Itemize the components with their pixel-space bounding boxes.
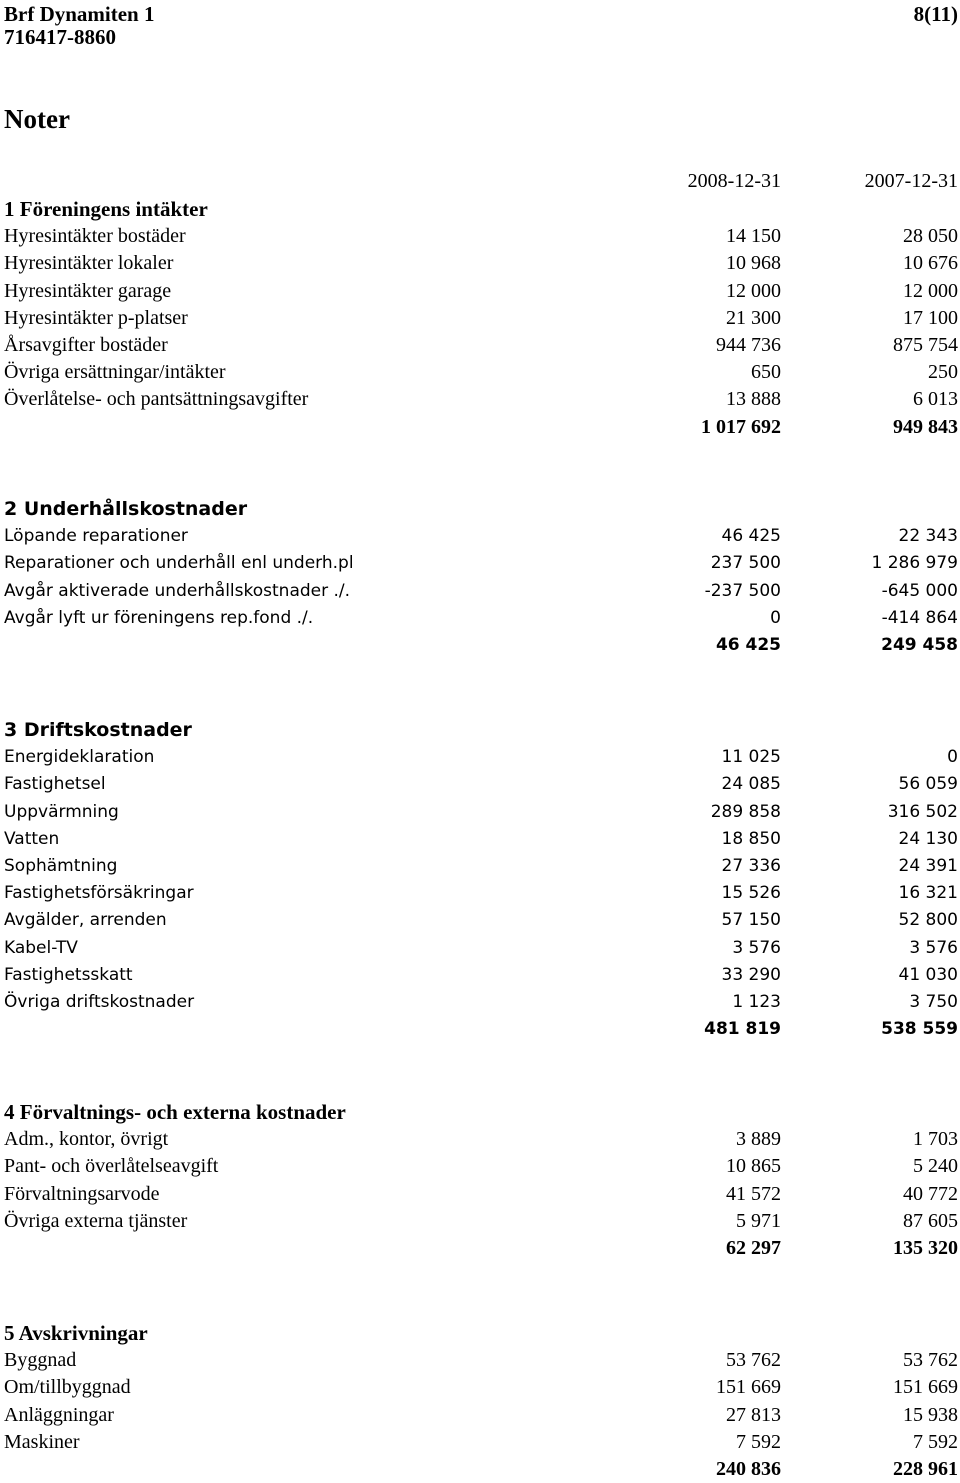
row-current: 3 889 xyxy=(736,1128,781,1151)
total-row xyxy=(0,632,960,659)
row-label: Avgår aktiverade underhållskostnader ./. xyxy=(4,580,351,601)
row-previous: 40 772 xyxy=(903,1182,958,1205)
row-current: 151 669 xyxy=(716,1376,781,1399)
row-current: 650 xyxy=(751,361,781,384)
row-current: 3 576 xyxy=(732,937,781,958)
table-row xyxy=(0,250,960,277)
row-current: 5 971 xyxy=(736,1209,781,1232)
table-row xyxy=(0,962,960,989)
note-5 xyxy=(0,1320,960,1483)
row-current: 12 000 xyxy=(726,279,781,302)
note-heading xyxy=(0,1320,960,1347)
row-label: Uppvärmning xyxy=(4,801,119,822)
row-previous: 250 xyxy=(928,361,958,384)
table-row xyxy=(0,386,960,413)
note-heading-label: 2 Underhållskostnader xyxy=(4,498,248,520)
org-name: Brf Dynamiten 1 xyxy=(4,2,155,26)
note-heading-label: 5 Avskrivningar xyxy=(4,1321,148,1345)
row-label: Övriga driftskostnader xyxy=(4,991,195,1012)
row-current: 944 736 xyxy=(716,333,781,356)
row-previous: 15 938 xyxy=(903,1403,958,1426)
total-previous: 135 320 xyxy=(893,1236,958,1259)
table-row xyxy=(0,935,960,962)
row-previous: 53 762 xyxy=(903,1349,958,1372)
page-number: 8(11) xyxy=(913,2,958,26)
row-previous: 52 800 xyxy=(898,910,958,931)
note-2 xyxy=(0,496,960,659)
row-label: Byggnad xyxy=(4,1349,77,1372)
table-row xyxy=(0,578,960,605)
row-previous: 10 676 xyxy=(903,252,958,275)
table-row xyxy=(0,989,960,1016)
row-current: 237 500 xyxy=(710,553,781,574)
total-row xyxy=(0,1016,960,1043)
row-previous: 151 669 xyxy=(893,1376,958,1399)
row-current: 53 762 xyxy=(726,1349,781,1372)
row-label: Vatten xyxy=(4,828,60,849)
row-label: Om/tillbyggnad xyxy=(4,1376,131,1399)
row-current: 1 123 xyxy=(732,991,781,1012)
row-previous: 22 343 xyxy=(898,526,958,547)
row-label: Energideklaration xyxy=(4,747,155,768)
table-row xyxy=(0,1429,960,1456)
total-current: 240 836 xyxy=(716,1457,781,1480)
row-label: Hyresintäkter lokaler xyxy=(4,252,174,275)
row-previous: 16 321 xyxy=(898,883,958,904)
table-row xyxy=(0,744,960,771)
total-previous: 949 843 xyxy=(893,415,958,438)
row-current: 10 968 xyxy=(726,252,781,275)
table-row xyxy=(0,853,960,880)
table-row xyxy=(0,1402,960,1429)
row-previous: 5 240 xyxy=(913,1155,958,1178)
note-heading xyxy=(0,717,960,744)
page-title: Noter xyxy=(4,104,70,134)
row-previous: 56 059 xyxy=(898,774,958,795)
table-row xyxy=(0,771,960,798)
row-current: -237 500 xyxy=(704,580,781,601)
row-current: 14 150 xyxy=(726,225,781,248)
table-row xyxy=(0,523,960,550)
year-previous: 2007-12-31 xyxy=(864,170,958,192)
row-label: Anläggningar xyxy=(4,1403,114,1426)
total-row xyxy=(0,1456,960,1483)
note-3 xyxy=(0,717,960,1043)
row-label: Övriga externa tjänster xyxy=(4,1209,188,1232)
note-heading-label: 1 Föreningens intäkter xyxy=(4,197,208,221)
row-label: Reparationer och underhåll enl underh.pl xyxy=(4,553,354,574)
year-header xyxy=(0,168,960,195)
row-label: Kabel-TV xyxy=(4,937,78,958)
row-previous: 1 286 979 xyxy=(871,553,958,574)
note-heading-label: 4 Förvaltnings- och externa kostnader xyxy=(4,1100,346,1124)
row-previous: 875 754 xyxy=(893,333,958,356)
row-label: Fastighetsskatt xyxy=(4,964,133,985)
row-previous: 41 030 xyxy=(898,964,958,985)
row-label: Avgälder, arrenden xyxy=(4,910,167,931)
table-row xyxy=(0,799,960,826)
row-previous: 6 013 xyxy=(913,388,958,411)
row-label: Fastighetsel xyxy=(4,774,106,795)
row-label: Årsavgifter bostäder xyxy=(4,333,168,356)
row-current: 13 888 xyxy=(726,388,781,411)
year-current: 2008-12-31 xyxy=(687,170,781,192)
row-current: 27 336 xyxy=(721,855,781,876)
table-row xyxy=(0,1181,960,1208)
row-previous: -645 000 xyxy=(881,580,958,601)
row-previous: 1 703 xyxy=(913,1128,958,1151)
row-previous: 17 100 xyxy=(903,306,958,329)
row-label: Avgår lyft ur föreningens rep.fond ./. xyxy=(4,607,314,628)
row-previous: 28 050 xyxy=(903,225,958,248)
row-label: Adm., kontor, övrigt xyxy=(4,1128,169,1151)
table-row xyxy=(0,332,960,359)
total-current: 62 297 xyxy=(726,1236,781,1259)
row-label: Maskiner xyxy=(4,1430,80,1453)
row-label: Överlåtelse- och pantsättningsavgifter xyxy=(4,388,309,411)
table-row xyxy=(0,550,960,577)
row-current: 21 300 xyxy=(726,306,781,329)
table-row xyxy=(0,1126,960,1153)
table-row xyxy=(0,223,960,250)
row-label: Pant- och överlåtelseavgift xyxy=(4,1155,219,1178)
table-row xyxy=(0,907,960,934)
total-previous: 249 458 xyxy=(881,634,958,655)
row-current: 27 813 xyxy=(726,1403,781,1426)
row-current: 57 150 xyxy=(721,910,781,931)
row-label: Fastighetsförsäkringar xyxy=(4,883,194,904)
row-current: 33 290 xyxy=(721,964,781,985)
row-current: 10 865 xyxy=(726,1155,781,1178)
table-row xyxy=(0,1153,960,1180)
total-row xyxy=(0,414,960,441)
total-current: 46 425 xyxy=(715,634,781,655)
row-label: Hyresintäkter p-platser xyxy=(4,306,188,329)
row-label: Hyresintäkter bostäder xyxy=(4,225,186,248)
row-previous: 0 xyxy=(947,747,958,768)
total-current: 1 017 692 xyxy=(701,415,781,438)
table-row xyxy=(0,605,960,632)
row-label: Hyresintäkter garage xyxy=(4,279,172,302)
row-previous: 3 576 xyxy=(909,937,958,958)
row-previous: 7 592 xyxy=(913,1430,958,1453)
row-current: 18 850 xyxy=(721,828,781,849)
row-current: 41 572 xyxy=(726,1182,781,1205)
note-heading-label: 3 Driftskostnader xyxy=(4,719,192,741)
table-row xyxy=(0,359,960,386)
row-label: Övriga ersättningar/intäkter xyxy=(4,361,226,384)
row-previous: 24 391 xyxy=(898,855,958,876)
row-previous: 316 502 xyxy=(887,801,958,822)
row-previous: 12 000 xyxy=(903,279,958,302)
row-label: Förvaltningsarvode xyxy=(4,1182,160,1205)
table-row xyxy=(0,1374,960,1401)
table-row xyxy=(0,305,960,332)
row-current: 15 526 xyxy=(721,883,781,904)
row-current: 11 025 xyxy=(721,747,781,768)
row-current: 46 425 xyxy=(721,526,781,547)
row-previous: -414 864 xyxy=(881,607,958,628)
row-label: Löpande reparationer xyxy=(4,526,188,547)
row-previous: 87 605 xyxy=(903,1209,958,1232)
note-4 xyxy=(0,1099,960,1262)
table-row xyxy=(0,826,960,853)
total-previous: 228 961 xyxy=(893,1457,958,1480)
note-heading xyxy=(0,1099,960,1126)
note-1 xyxy=(0,196,960,441)
org-number: 716417-8860 xyxy=(4,25,116,49)
row-current: 0 xyxy=(770,607,781,628)
row-current: 24 085 xyxy=(721,774,781,795)
row-previous: 3 750 xyxy=(909,991,958,1012)
total-current: 481 819 xyxy=(704,1019,781,1040)
row-previous: 24 130 xyxy=(898,828,958,849)
table-row xyxy=(0,1208,960,1235)
note-heading xyxy=(0,196,960,223)
note-heading xyxy=(0,496,960,523)
row-current: 7 592 xyxy=(736,1430,781,1453)
total-previous: 538 559 xyxy=(881,1019,958,1040)
total-row xyxy=(0,1235,960,1262)
row-current: 289 858 xyxy=(710,801,781,822)
table-row xyxy=(0,880,960,907)
table-row xyxy=(0,278,960,305)
row-label: Sophämtning xyxy=(4,855,118,876)
table-row xyxy=(0,1347,960,1374)
